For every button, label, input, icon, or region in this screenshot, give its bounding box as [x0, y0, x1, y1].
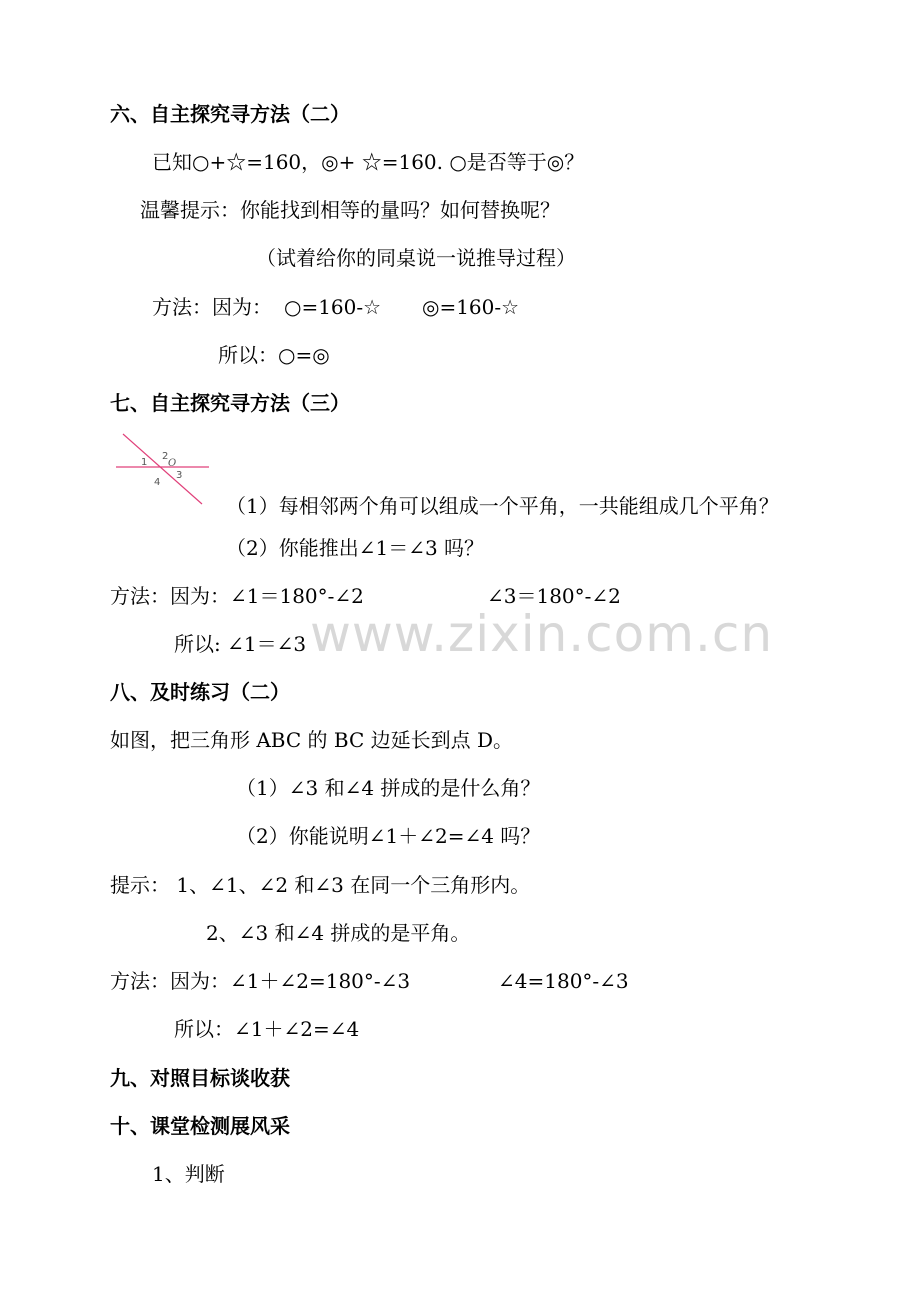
- section-8-conclusion: 所以：∠1＋∠2=∠4: [174, 1017, 360, 1041]
- section-6-conclusion: 所以：○=◎: [218, 343, 330, 367]
- section-8-title: 八、及时练习（二）: [110, 680, 290, 704]
- section-6-method-b: ◎=160-☆: [422, 295, 520, 319]
- point-label-o: O: [168, 458, 177, 469]
- section-8-question-1: （1）∠3 和∠4 拼成的是什么角？: [236, 776, 541, 800]
- section-7-title: 七、自主探究寻方法（三）: [110, 391, 350, 415]
- section-6-hint: 温馨提示：你能找到相等的量吗？如何替换呢？: [140, 198, 560, 222]
- section-10-title: 十、课堂检测展风采: [110, 1114, 290, 1138]
- section-7-method-b: ∠3＝180°-∠2: [487, 584, 621, 608]
- section-8-intro: 如图，把三角形 ABC 的 BC 边延长到点 D。: [110, 728, 514, 752]
- section-6-instruction: （试着给你的同桌说一说推导过程）: [256, 246, 576, 270]
- section-8-hint-1: 提示： 1、∠1、∠2 和∠3 在同一个三角形内。: [110, 873, 531, 897]
- section-8-method-a: 方法：因为：∠1＋∠2=180°-∠3: [110, 969, 411, 993]
- watermark: www.zixin.com.cn: [310, 605, 774, 663]
- section-9-title: 九、对照目标谈收获: [110, 1066, 290, 1090]
- section-7-question-1: （1）每相邻两个角可以组成一个平角，一共能组成几个平角？: [226, 494, 779, 518]
- section-7-conclusion: 所以: ∠1＝∠3: [174, 632, 307, 656]
- section-8-question-2: （2）你能说明∠1＋∠2=∠4 吗？: [236, 824, 541, 848]
- diagonal-line: [123, 434, 202, 504]
- section-7-method-a: 方法：因为：∠1＝180°-∠2: [110, 584, 364, 608]
- angle-label-4: 4: [154, 477, 161, 488]
- section-6-method-label: 方法：因为：: [152, 295, 272, 319]
- section-8-method-b: ∠4=180°-∠3: [498, 969, 629, 993]
- section-10-item-1: 1、判断: [152, 1162, 225, 1186]
- section-6-title: 六、自主探究寻方法（二）: [110, 102, 350, 126]
- angle-label-1: 1: [141, 457, 148, 468]
- angle-label-2: 2: [162, 451, 169, 462]
- section-7-question-2: （2）你能推出∠1＝∠3 吗？: [226, 536, 485, 560]
- section-6-given: 已知○+☆=160，◎+ ☆=160. ○是否等于◎？: [152, 150, 585, 174]
- angle-label-3: 3: [176, 470, 183, 481]
- section-8-hint-2: 2、∠3 和∠4 拼成的是平角。: [206, 921, 471, 945]
- intersecting-lines-figure: [110, 428, 210, 508]
- section-6-method-a: ○=160-☆: [284, 295, 382, 319]
